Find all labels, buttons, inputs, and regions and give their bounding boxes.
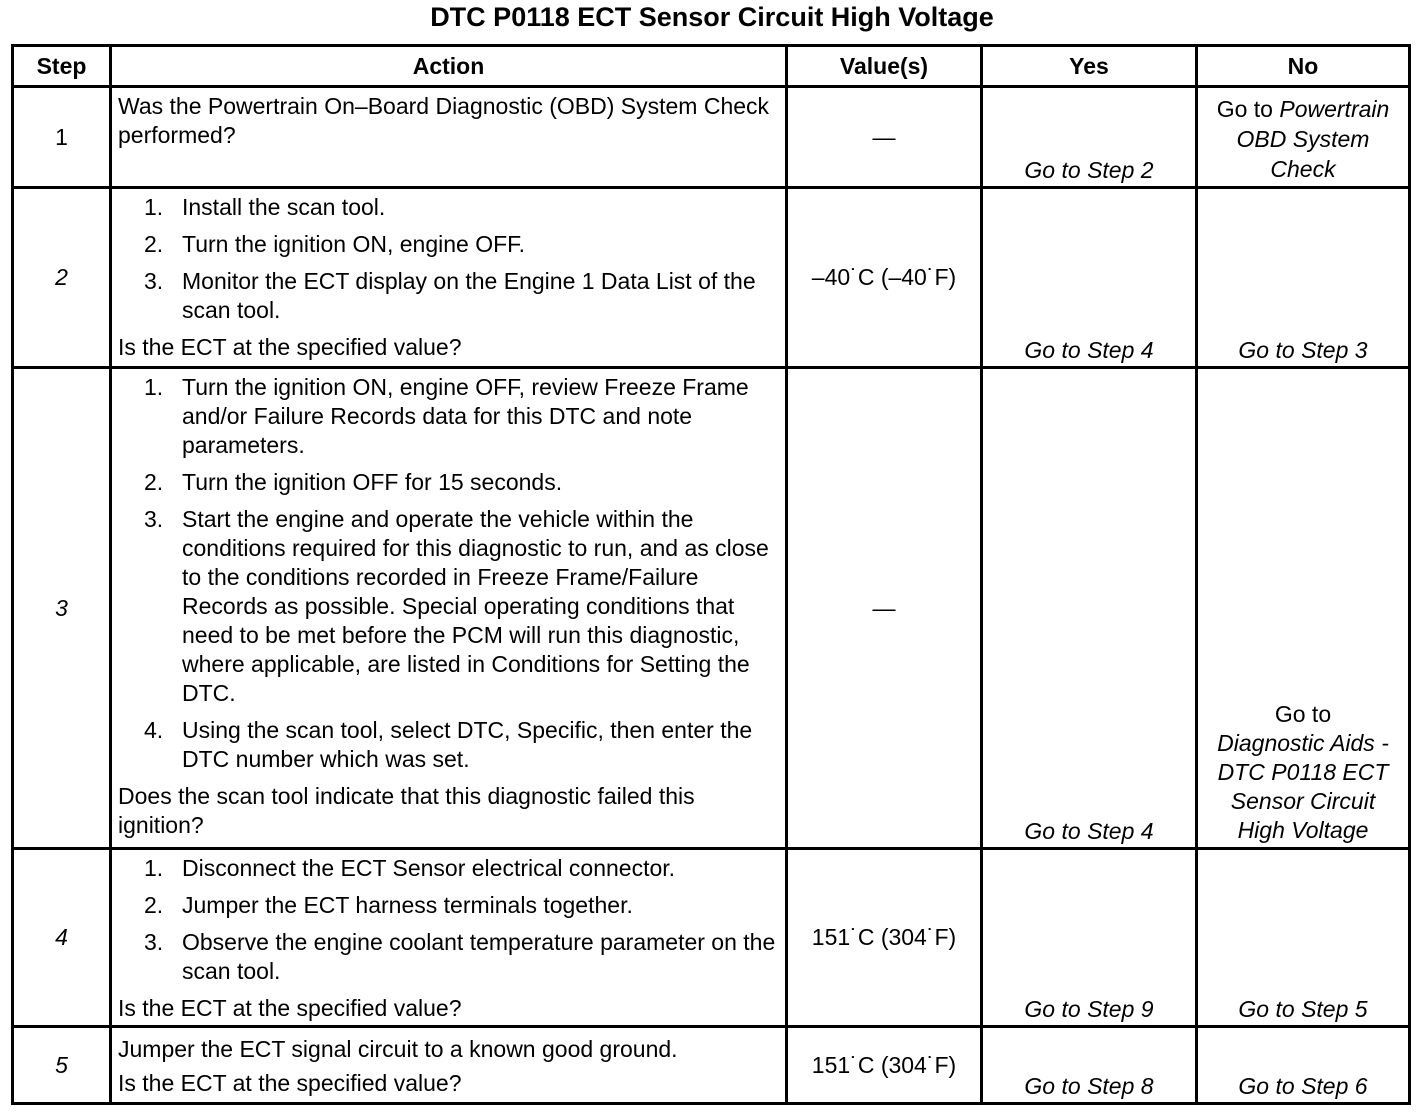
item-text: Jumper the ECT harness terminals together. <box>182 892 633 918</box>
step-number: 1 <box>13 87 111 188</box>
table-row <box>13 188 1410 368</box>
item-text: Turn the ignition OFF for 15 seconds. <box>182 469 563 495</box>
step-number: 5 <box>13 1027 111 1104</box>
step-question: Does the scan tool indicate that this diagnostic failed this ignition? <box>118 783 695 838</box>
no-line: Sensor Circuit <box>1230 788 1376 814</box>
value-cell: 151˙C (304˙F) <box>787 849 982 1027</box>
item-text: Turn the ignition ON, engine OFF, review Freeze Frame and/or Failure Records data for this DTC and note parameters. <box>182 374 749 458</box>
list-item <box>118 854 781 883</box>
step-list <box>118 373 781 774</box>
item-text: Install the scan tool. <box>182 194 386 220</box>
item-text: Disconnect the ECT Sensor electrical connector. <box>182 855 676 881</box>
table-row <box>13 849 1410 1027</box>
header-value: Value(s) <box>787 46 982 87</box>
list-item <box>118 505 781 708</box>
table-row <box>13 1027 1410 1104</box>
header-step: Step <box>13 46 111 87</box>
list-item <box>118 928 781 986</box>
table-row <box>13 368 1410 849</box>
header-row <box>13 46 1410 87</box>
item-number: 2. <box>144 231 164 257</box>
list-item <box>118 468 781 497</box>
value-cell: 151˙C (304˙F) <box>787 1027 982 1104</box>
no-line: DTC P0118 ECT <box>1217 759 1389 785</box>
value-cell: — <box>787 368 982 849</box>
item-text: Monitor the ECT display on the Engine 1 Data List of the scan tool. <box>182 268 756 323</box>
no-line: OBD System <box>1236 126 1370 152</box>
action-cell <box>111 849 787 1027</box>
step-number: 3 <box>13 368 111 849</box>
step-number: 2 <box>13 188 111 368</box>
list-item <box>118 267 781 325</box>
yes-cell: Go to Step 2 <box>982 87 1197 188</box>
no-line: High Voltage <box>1237 817 1369 843</box>
value-cell: — <box>787 87 982 188</box>
table-row <box>13 87 1410 188</box>
step-number: 4 <box>13 849 111 1027</box>
list-item <box>118 230 781 259</box>
item-number: 2. <box>144 469 164 495</box>
header-no: No <box>1197 46 1410 87</box>
no-line: Check <box>1270 156 1336 182</box>
list-item <box>118 193 781 222</box>
step-question: Is the ECT at the specified value? <box>118 1070 462 1096</box>
no-cell: Go to Step 3 <box>1197 188 1410 368</box>
step-question: Was the Powertrain On–Board Diagnostic (OBD) System Check performed? <box>118 93 770 148</box>
item-number: 1. <box>144 374 164 400</box>
no-cell <box>1197 87 1410 188</box>
item-number: 1. <box>144 855 164 881</box>
item-text: Turn the ignition ON, engine OFF. <box>182 231 526 257</box>
dtc-table <box>11 44 1411 1105</box>
yes-cell: Go to Step 4 <box>982 188 1197 368</box>
no-prefix: Go to <box>1216 96 1273 122</box>
yes-cell: Go to Step 8 <box>982 1027 1197 1104</box>
step-text: Jumper the ECT signal circuit to a known good ground. <box>118 1036 678 1062</box>
no-line: Powertrain <box>1279 96 1390 122</box>
yes-cell: Go to Step 9 <box>982 849 1197 1027</box>
action-cell <box>111 188 787 368</box>
page-title: DTC P0118 ECT Sensor Circuit High Voltage <box>430 2 994 32</box>
item-number: 3. <box>144 929 164 955</box>
list-item <box>118 716 781 774</box>
item-text: Observe the engine coolant temperature parameter on the scan tool. <box>182 929 776 984</box>
action-cell <box>111 1027 787 1104</box>
item-number: 2. <box>144 892 164 918</box>
header-action: Action <box>111 46 787 87</box>
no-cell: Go to Step 5 <box>1197 849 1410 1027</box>
step-question: Is the ECT at the specified value? <box>118 334 462 360</box>
item-number: 3. <box>144 506 164 532</box>
no-cell: Go to Step 6 <box>1197 1027 1410 1104</box>
action-cell <box>111 87 787 188</box>
item-number: 1. <box>144 194 164 220</box>
step-list <box>118 193 781 325</box>
no-cell <box>1197 368 1410 849</box>
no-line: Diagnostic Aids - <box>1217 730 1389 756</box>
list-item <box>118 891 781 920</box>
action-cell <box>111 368 787 849</box>
step-list <box>118 854 781 986</box>
item-number: 3. <box>144 268 164 294</box>
value-cell: –40˙C (–40˙F) <box>787 188 982 368</box>
header-yes: Yes <box>982 46 1197 87</box>
no-prefix: Go to <box>1274 701 1332 727</box>
item-number: 4. <box>144 717 164 743</box>
step-question: Is the ECT at the specified value? <box>118 995 462 1021</box>
yes-cell: Go to Step 4 <box>982 368 1197 849</box>
item-text: Start the engine and operate the vehicle within the conditions required for this diagnostic to run, and as close to the conditions recorded in Freeze Frame/Failure Records as possible. Special operating conditions that need to be met before the PCM will run this diagnostic, where applicable, are listed in Conditions for Setting the DTC. <box>182 506 769 706</box>
list-item <box>118 373 781 460</box>
item-text: Using the scan tool, select DTC, Specific, then enter the DTC number which was set. <box>182 717 753 772</box>
